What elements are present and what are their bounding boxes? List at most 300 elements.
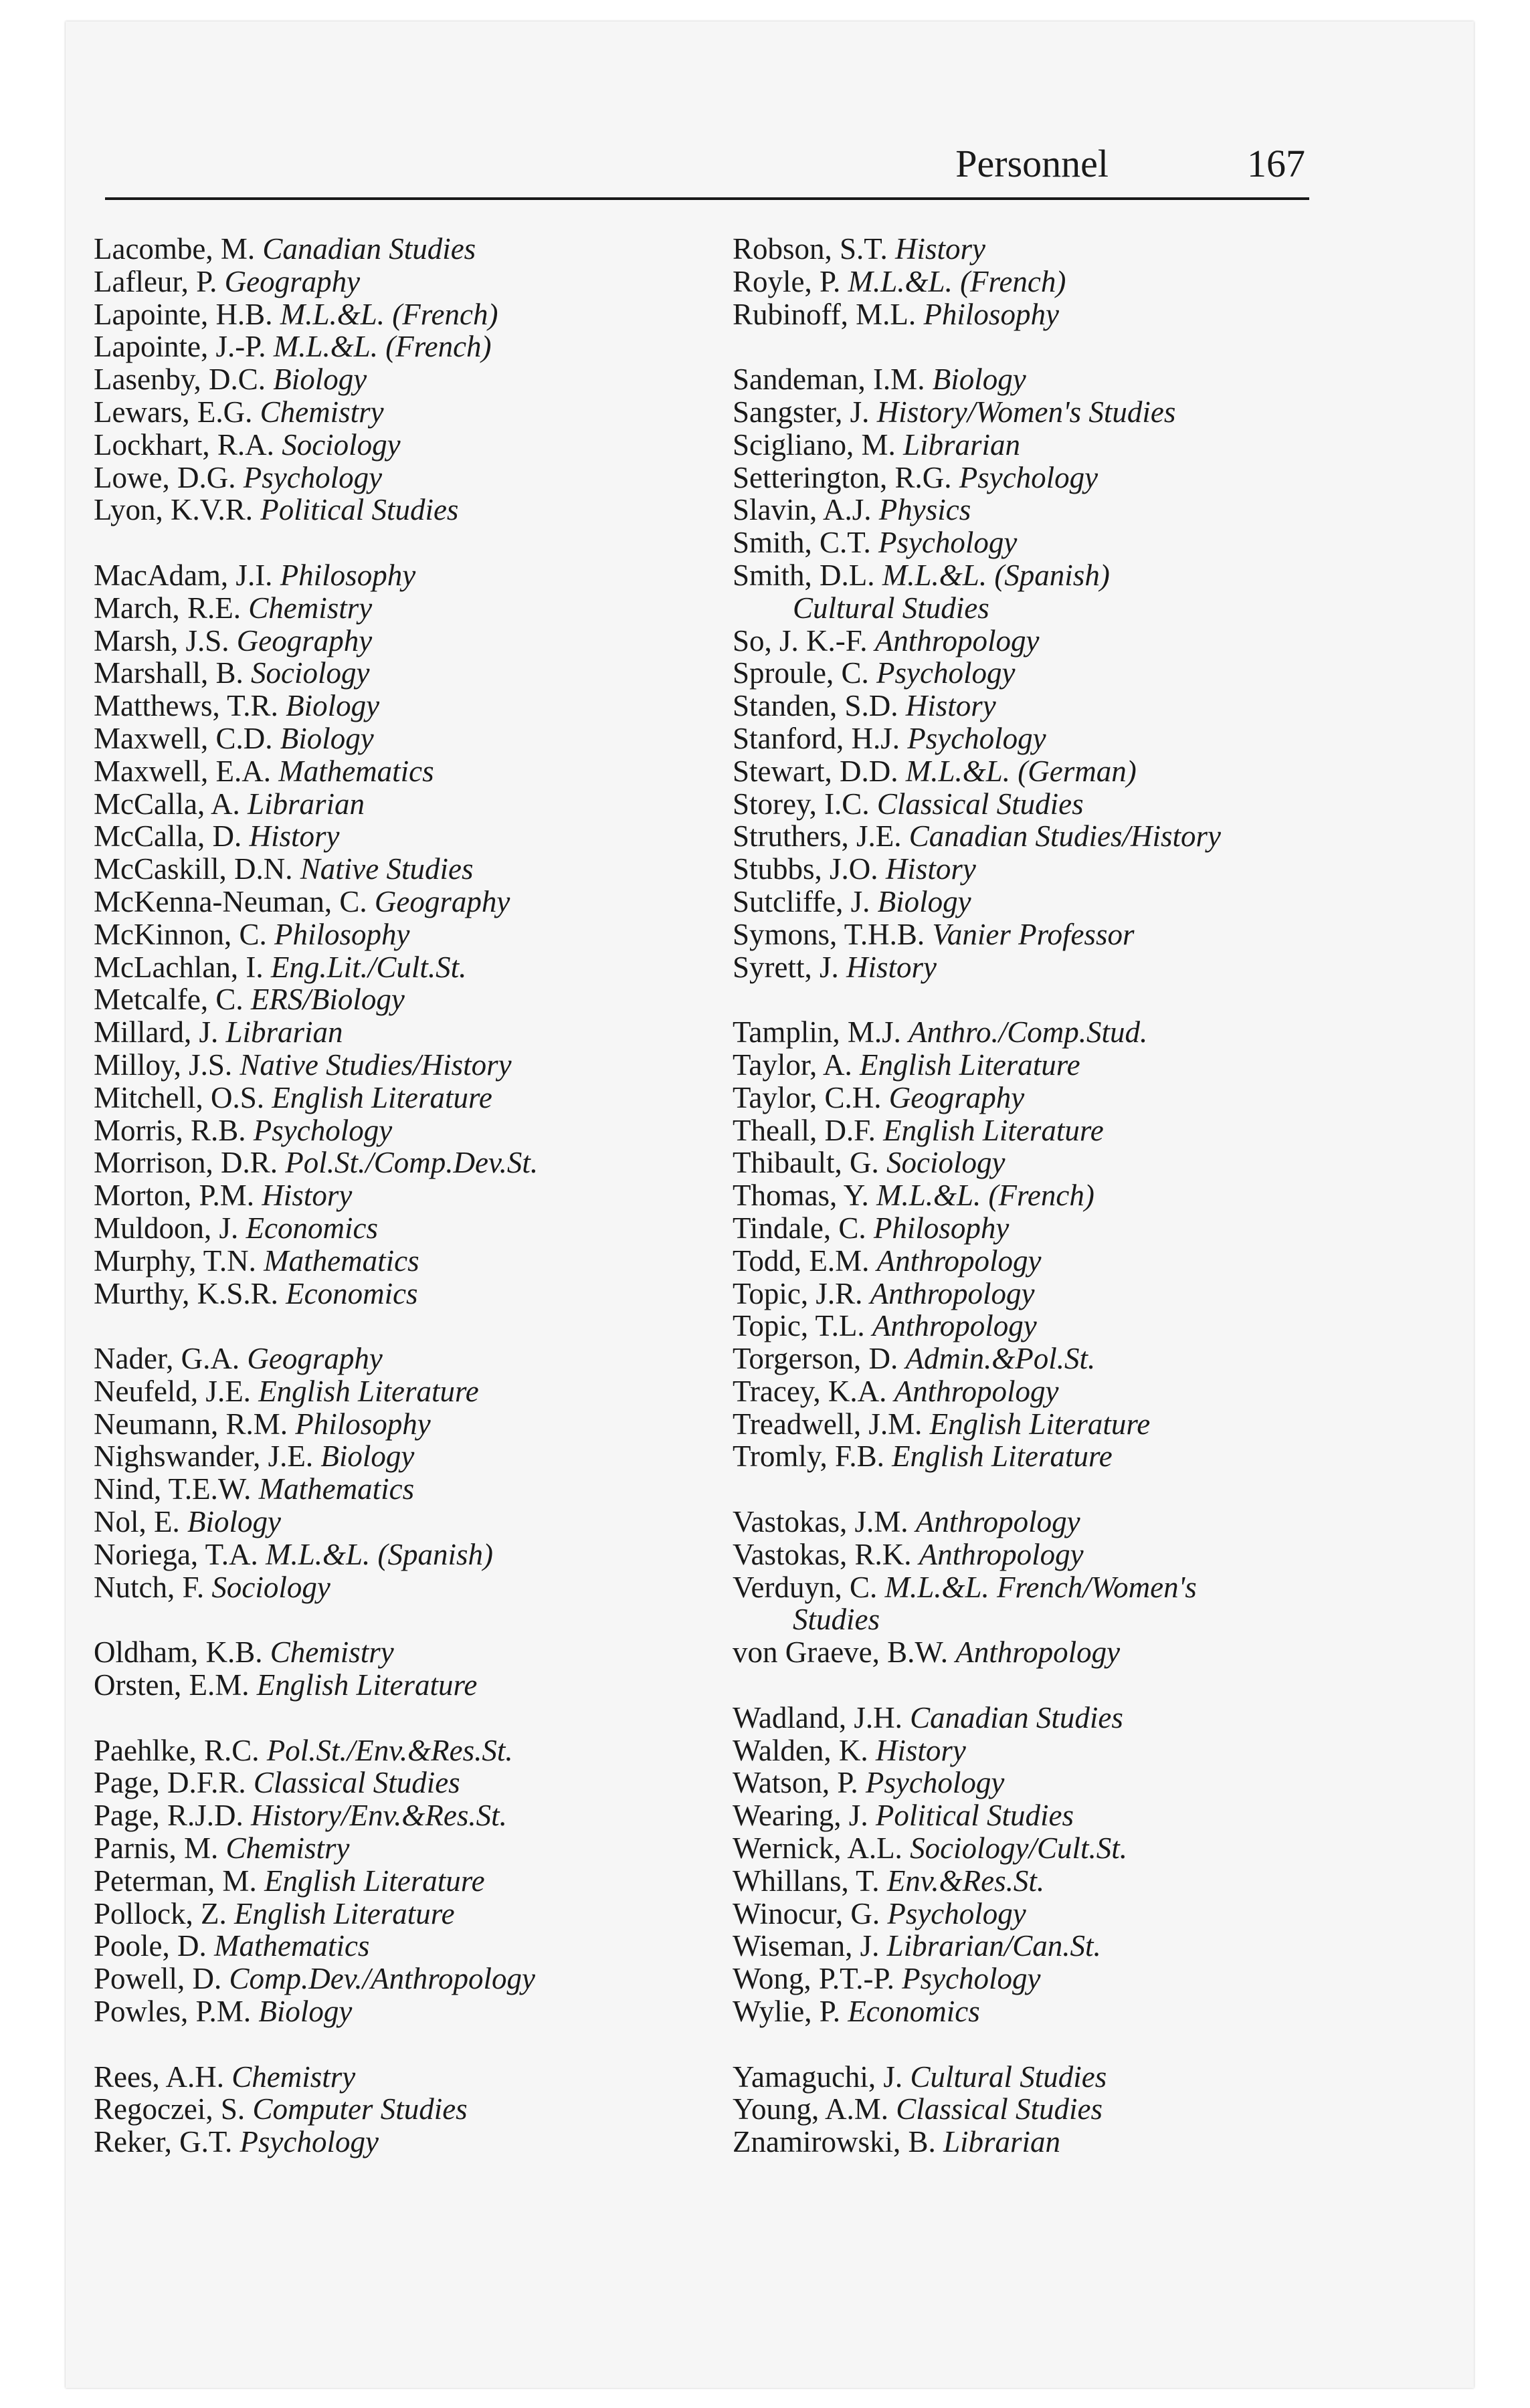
personnel-entry (94, 657, 538, 690)
person-name: Rubinoff, M.L. (733, 297, 917, 331)
letter-group (733, 1506, 1221, 1669)
personnel-entry (733, 1734, 1221, 1767)
department: Biology (258, 1995, 353, 2029)
person-name: Morrison, D.R. (94, 1146, 278, 1180)
personnel-entry (733, 1146, 1221, 1179)
department: Sociology (250, 656, 370, 690)
person-name: Verduyn, C. (733, 1570, 878, 1604)
department: Canadian Studies (910, 1700, 1123, 1734)
person-name: Lasenby, D.C. (94, 363, 266, 397)
person-name: Struthers, J.E. (733, 819, 902, 854)
person-name: Nader, G.A. (94, 1342, 240, 1376)
personnel-entry (94, 1734, 538, 1767)
personnel-entry (733, 886, 1221, 918)
department: M.L.&L. (Spanish) (882, 558, 1110, 592)
personnel-entry (733, 788, 1221, 821)
department: Admin.&Pol.St. (905, 1342, 1096, 1376)
person-name: Milloy, J.S. (94, 1047, 233, 1082)
personnel-entry (94, 1995, 538, 2028)
department: Sociology/Cult.St. (910, 1831, 1128, 1866)
department: English Literature (883, 1113, 1104, 1147)
letter-group (94, 2061, 538, 2159)
department: Philosophy (274, 917, 410, 951)
department: M.L.&L. (German) (905, 754, 1137, 788)
person-name: McLachlan, I. (94, 950, 264, 984)
department: English Literature (256, 1668, 478, 1702)
personnel-entry (94, 722, 538, 755)
department: Anthro./Comp.Stud. (909, 1015, 1148, 1049)
personnel-entry (733, 1179, 1221, 1212)
personnel-entry (733, 1049, 1221, 1082)
department: ERS/Biology (250, 983, 405, 1017)
department: Biology (187, 1505, 281, 1539)
department: Env.&Res.St. (886, 1864, 1045, 1898)
personnel-entry (94, 559, 538, 592)
personnel-entry (733, 1995, 1221, 2028)
department: Psychology (887, 1896, 1026, 1930)
person-name: Maxwell, C.D. (94, 721, 273, 755)
person-name: Tamplin, M.J. (733, 1015, 901, 1049)
personnel-entry (733, 722, 1221, 755)
department: Anthropology (955, 1635, 1121, 1670)
department: Geography (236, 623, 373, 658)
department: Economics (286, 1276, 418, 1310)
department: Psychology (865, 1766, 1005, 1800)
personnel-entry (94, 363, 538, 396)
personnel-entry (733, 1114, 1221, 1147)
person-name: McCaskill, D.N. (94, 852, 293, 886)
department: Biology (273, 363, 367, 397)
department: History/Women's Studies (876, 395, 1176, 429)
personnel-entry (733, 462, 1221, 494)
department: Anthropology (874, 623, 1040, 658)
letter-group (733, 233, 1221, 330)
department: Mathematics (258, 1472, 415, 1506)
department: Canadian Studies/History (909, 819, 1222, 854)
department: Psychology (240, 2125, 379, 2159)
personnel-entry (94, 494, 538, 526)
personnel-entry (94, 2126, 538, 2159)
department: Librarian (903, 427, 1021, 462)
department: Librarian (247, 787, 365, 821)
personnel-entry (94, 1865, 538, 1898)
person-name: Lacombe, M. (94, 232, 256, 266)
personnel-entry (94, 1245, 538, 1278)
department: Anthropology (870, 1276, 1035, 1310)
person-name: Setterington, R.G. (733, 460, 952, 494)
letter-group (94, 1636, 538, 1702)
personnel-entry (94, 1799, 538, 1832)
person-name: Wiseman, J. (733, 1929, 880, 1963)
personnel-entry (733, 2061, 1221, 2094)
personnel-entry (733, 2126, 1221, 2159)
department: Mathematics (278, 754, 434, 788)
department: English Literature (234, 1896, 455, 1930)
person-name: Theall, D.F. (733, 1113, 876, 1147)
department: Geography (374, 884, 510, 918)
person-name: Parnis, M. (94, 1831, 219, 1866)
person-name: Page, R.J.D. (94, 1799, 244, 1833)
personnel-entry (733, 526, 1221, 559)
personnel-entry (94, 233, 538, 266)
personnel-entry (733, 820, 1221, 853)
letter-group (733, 1702, 1221, 2028)
personnel-entry (733, 1538, 1221, 1571)
person-name: Pollock, Z. (94, 1896, 227, 1930)
person-name: Lockhart, R.A. (94, 427, 274, 462)
personnel-entry (733, 1799, 1221, 1832)
department: Mathematics (214, 1929, 370, 1963)
department: Librarian (943, 2125, 1061, 2159)
personnel-entry (733, 1767, 1221, 1799)
department: Librarian/Can.St. (886, 1929, 1101, 1963)
right-column (733, 233, 1221, 2191)
personnel-entry (733, 1702, 1221, 1734)
personnel-entry (94, 1440, 538, 1473)
personnel-entry (733, 363, 1221, 396)
personnel-entry (733, 951, 1221, 984)
department: Biology (280, 721, 374, 755)
department: Chemistry (260, 395, 384, 429)
person-name: Nind, T.E.W. (94, 1472, 252, 1506)
personnel-entry (94, 625, 538, 658)
personnel-entry (733, 266, 1221, 298)
personnel-entry (94, 330, 538, 363)
person-name: Muldoon, J. (94, 1211, 239, 1245)
person-name: Wernick, A.L. (733, 1831, 902, 1866)
person-name: Znamirowski, B. (733, 2125, 936, 2159)
personnel-entry (94, 1114, 538, 1147)
person-name: Noriega, T.A. (94, 1537, 258, 1571)
person-name: Tromly, F.B. (733, 1439, 884, 1474)
personnel-entry (733, 429, 1221, 462)
letter-group (733, 2061, 1221, 2159)
person-name: Oldham, K.B. (94, 1635, 263, 1670)
department: English Literature (258, 1374, 479, 1408)
department: History (249, 819, 340, 854)
person-name: Whillans, T. (733, 1864, 880, 1898)
person-name: Sangster, J. (733, 395, 870, 429)
person-name: Tindale, C. (733, 1211, 866, 1245)
person-name: Standen, S.D. (733, 689, 898, 723)
department: M.L.&L. French/Women's (884, 1570, 1197, 1604)
personnel-entry (94, 820, 538, 853)
personnel-entry (94, 1636, 538, 1669)
personnel-entry (94, 592, 538, 625)
department: Anthropology (919, 1537, 1084, 1571)
personnel-entry (733, 1440, 1221, 1473)
personnel-entry (733, 1016, 1221, 1049)
department: Psychology (253, 1113, 393, 1147)
personnel-entry (733, 494, 1221, 526)
person-name: Smith, D.L. (733, 558, 875, 592)
department: Psychology (907, 721, 1046, 755)
department: Biology (286, 689, 380, 723)
personnel-entry (94, 1506, 538, 1538)
page-header (105, 137, 1309, 196)
person-name: Stubbs, J.O. (733, 852, 878, 886)
department: Sociology (211, 1570, 330, 1604)
personnel-entry (94, 755, 538, 788)
department: English Literature (892, 1439, 1113, 1474)
person-name: So, J. K.-F. (733, 623, 868, 658)
person-name: Nol, E. (94, 1505, 180, 1539)
person-name: Marshall, B. (94, 656, 244, 690)
department: Psychology (243, 460, 383, 494)
person-name: Yamaguchi, J. (733, 2060, 903, 2094)
department: Geography (247, 1342, 383, 1376)
person-name: Thibault, G. (733, 1146, 879, 1180)
personnel-entry (94, 918, 538, 951)
department: M.L.&L. (French) (280, 297, 498, 331)
person-name: Regoczei, S. (94, 2092, 246, 2126)
personnel-entry (733, 1571, 1221, 1637)
personnel-entry (94, 462, 538, 494)
department: Philosophy (923, 297, 1059, 331)
person-name: Lyon, K.V.R. (94, 493, 253, 527)
person-name: Peterman, M. (94, 1864, 257, 1898)
department: Librarian (225, 1015, 343, 1049)
personnel-entry (733, 1506, 1221, 1538)
personnel-entry (733, 1342, 1221, 1375)
person-name: Torgerson, D. (733, 1342, 898, 1376)
person-name: Taylor, C.H. (733, 1080, 882, 1114)
personnel-entry (733, 690, 1221, 722)
department: Anthropology (915, 1505, 1080, 1539)
personnel-entry (94, 1408, 538, 1441)
person-name: Winocur, G. (733, 1896, 880, 1930)
person-name: Murphy, T.N. (94, 1243, 256, 1278)
person-name: Thomas, Y. (733, 1179, 869, 1213)
department: Psychology (876, 656, 1016, 690)
personnel-entry (733, 396, 1221, 429)
personnel-entry (733, 1408, 1221, 1441)
personnel-entry (733, 1212, 1221, 1245)
department: Classical Studies (896, 2092, 1103, 2126)
personnel-entry (94, 1669, 538, 1702)
department: History (894, 232, 985, 266)
personnel-entry (94, 1212, 538, 1245)
department: English Literature (929, 1407, 1151, 1441)
person-name: Walden, K. (733, 1733, 868, 1767)
personnel-entry (94, 788, 538, 821)
person-name: March, R.E. (94, 591, 241, 625)
person-name: McKinnon, C. (94, 917, 267, 951)
person-name: Wong, P.T.-P. (733, 1962, 894, 1996)
department: Classical Studies (253, 1766, 460, 1800)
personnel-entry (733, 1636, 1221, 1669)
department: Psychology (902, 1962, 1041, 1996)
department: M.L.&L. (French) (848, 264, 1066, 298)
department: English Literature (272, 1080, 492, 1114)
person-name: Lewars, E.G. (94, 395, 253, 429)
department: Biology (932, 363, 1026, 397)
department: Psychology (878, 526, 1018, 560)
person-name: Sutcliffe, J. (733, 884, 870, 918)
person-name: Topic, J.R. (733, 1276, 863, 1310)
department: Native Studies (300, 852, 474, 886)
department: Native Studies/History (240, 1047, 512, 1082)
department: Philosophy (280, 558, 416, 592)
person-name: Reker, G.T. (94, 2125, 233, 2159)
personnel-entry (94, 1146, 538, 1179)
department: Geography (224, 264, 361, 298)
personnel-entry (94, 1571, 538, 1604)
department: Geography (888, 1080, 1025, 1114)
letter-group (94, 559, 538, 1310)
personnel-entry (94, 1473, 538, 1506)
personnel-entry (94, 1767, 538, 1799)
person-name: von Graeve, B.W. (733, 1635, 949, 1670)
person-name: Taylor, A. (733, 1047, 852, 1082)
department-continuation: Cultural Studies (793, 591, 989, 625)
personnel-entry (94, 690, 538, 722)
personnel-entry (733, 1963, 1221, 1995)
personnel-entry (733, 233, 1221, 266)
department: Anthropology (876, 1243, 1042, 1278)
person-name: Topic, T.L. (733, 1309, 865, 1343)
letter-group (733, 363, 1221, 983)
personnel-entry (733, 1310, 1221, 1342)
department: Chemistry (225, 1831, 350, 1866)
person-name: Smith, C.T. (733, 526, 871, 560)
person-name: Nighswander, J.E. (94, 1439, 314, 1474)
department-continuation: Studies (793, 1603, 880, 1637)
personnel-entry (94, 1016, 538, 1049)
letter-group (94, 1734, 538, 2028)
personnel-entry (94, 853, 538, 886)
personnel-entry (94, 886, 538, 918)
left-column (94, 233, 538, 2191)
person-name: McCalla, D. (94, 819, 242, 854)
person-name: McKenna-Neuman, C. (94, 884, 367, 918)
person-name: Vastokas, J.M. (733, 1505, 909, 1539)
department: History (875, 1733, 966, 1767)
personnel-entry (94, 298, 538, 331)
personnel-entry (94, 1179, 538, 1212)
department: Biology (320, 1439, 415, 1474)
department: Eng.Lit./Cult.St. (270, 950, 467, 984)
department: History (885, 852, 976, 886)
department: Pol.St./Env.&Res.St. (266, 1733, 513, 1767)
person-name: Powles, P.M. (94, 1995, 252, 2029)
person-name: Syrett, J. (733, 950, 839, 984)
person-name: Storey, I.C. (733, 787, 870, 821)
person-name: Murthy, K.S.R. (94, 1276, 278, 1310)
person-name: Marsh, J.S. (94, 623, 229, 658)
personnel-entry (733, 1278, 1221, 1310)
header-rule (105, 197, 1309, 200)
personnel-entry (94, 1538, 538, 1571)
department: Political Studies (875, 1799, 1074, 1833)
person-name: Todd, E.M. (733, 1243, 870, 1278)
department: Cultural Studies (910, 2060, 1107, 2094)
department: Anthropology (872, 1309, 1037, 1343)
personnel-entry (94, 1278, 538, 1310)
person-name: Neufeld, J.E. (94, 1374, 251, 1408)
person-name: Young, A.M. (733, 2092, 889, 2126)
department: Philosophy (295, 1407, 431, 1441)
department: History/Env.&Res.St. (251, 1799, 507, 1833)
person-name: Lowe, D.G. (94, 460, 236, 494)
letter-group (94, 233, 538, 526)
person-name: Watson, P. (733, 1766, 858, 1800)
person-name: Wylie, P. (733, 1995, 841, 2029)
person-name: Vastokas, R.K. (733, 1537, 912, 1571)
personnel-entry (733, 1898, 1221, 1930)
personnel-entry (733, 853, 1221, 886)
person-name: Sproule, C. (733, 656, 869, 690)
department: Sociology (886, 1146, 1006, 1180)
department: Mathematics (264, 1243, 419, 1278)
personnel-entry (94, 1898, 538, 1930)
person-name: Lafleur, P. (94, 264, 217, 298)
person-name: Stanford, H.J. (733, 721, 900, 755)
personnel-entry (733, 1245, 1221, 1278)
personnel-entry (733, 755, 1221, 788)
department: Computer Studies (252, 2092, 468, 2126)
department: English Literature (860, 1047, 1080, 1082)
personnel-entry (733, 657, 1221, 690)
department: Physics (878, 493, 971, 527)
department: Classical Studies (876, 787, 1084, 821)
person-name: Wearing, J. (733, 1799, 868, 1833)
person-name: Sandeman, I.M. (733, 363, 925, 397)
personnel-entry (94, 2061, 538, 2094)
person-name: MacAdam, J.I. (94, 558, 273, 592)
personnel-entry (733, 1375, 1221, 1408)
person-name: Mitchell, O.S. (94, 1080, 264, 1114)
department: Vanier Professor (932, 917, 1135, 951)
department: Chemistry (231, 2060, 356, 2094)
department: History (846, 950, 937, 984)
department: History (905, 689, 996, 723)
personnel-entry (94, 1963, 538, 1995)
person-name: Symons, T.H.B. (733, 917, 925, 951)
person-name: Nutch, F. (94, 1570, 205, 1604)
personnel-entry (94, 429, 538, 462)
department: English Literature (264, 1864, 485, 1898)
department: Chemistry (270, 1635, 394, 1670)
page-number: 167 (1247, 142, 1305, 185)
person-name: Neumann, R.M. (94, 1407, 288, 1441)
person-name: Lapointe, H.B. (94, 297, 273, 331)
personnel-entry (733, 918, 1221, 951)
personnel-entry (94, 1832, 538, 1865)
personnel-entry (94, 1082, 538, 1114)
department: Anthropology (894, 1374, 1059, 1408)
personnel-entry (94, 1342, 538, 1375)
person-name: Wadland, J.H. (733, 1700, 902, 1734)
person-name: Robson, S.T. (733, 232, 888, 266)
department: Pol.St./Comp.Dev.St. (285, 1146, 539, 1180)
person-name: Rees, A.H. (94, 2060, 224, 2094)
person-name: Millard, J. (94, 1015, 219, 1049)
person-name: Stewart, D.D. (733, 754, 898, 788)
person-name: Paehlke, R.C. (94, 1733, 260, 1767)
person-name: Treadwell, J.M. (733, 1407, 923, 1441)
running-head-title: Personnel (955, 142, 1109, 185)
person-name: McCalla, A. (94, 787, 240, 821)
department: Chemistry (248, 591, 373, 625)
personnel-entry (733, 298, 1221, 331)
personnel-entry (733, 625, 1221, 658)
person-name: Royle, P. (733, 264, 841, 298)
person-name: Slavin, A.J. (733, 493, 872, 527)
department: Economics (246, 1211, 378, 1245)
department: Philosophy (873, 1211, 1010, 1245)
person-name: Tracey, K.A. (733, 1374, 887, 1408)
